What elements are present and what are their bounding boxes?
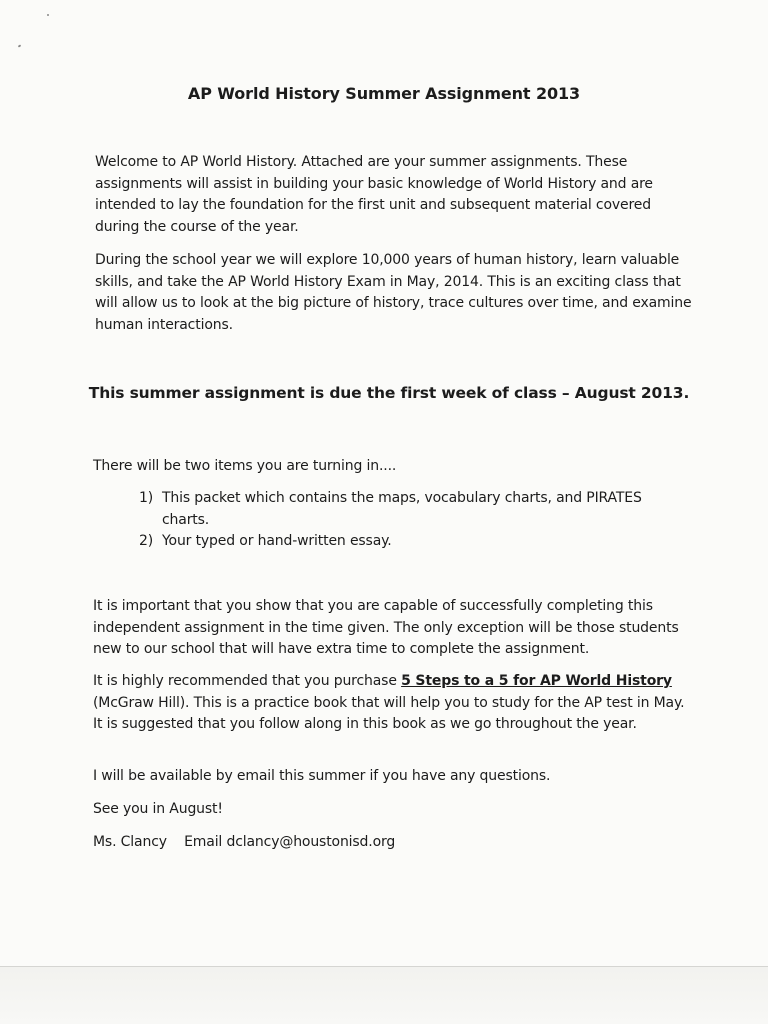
list-item: [139, 488, 679, 531]
scan-speck: [18, 44, 22, 47]
document-title: AP World History Summer Assignment 2013: [187, 84, 581, 103]
book-title: 5 Steps to a 5 for AP World History: [401, 673, 672, 689]
recommendation-paragraph: [93, 671, 693, 736]
list-item-number: 1): [139, 490, 154, 506]
intro-paragraph-2: During the school year we will explore 10,000 years of human history, learn valuable skills, and take the AP World History Exam in May, 2014. This is an exciting class that will allow us to look at the big picture of history, trace cultures over time, and examine human interactions.: [95, 252, 692, 333]
list-item-text: This packet which contains the maps, vocabulary charts, and PIRATES charts.: [162, 490, 642, 528]
recommendation-rest: (McGraw Hill). This is a practice book that will help you to study for the AP test in May. It is suggested that you follow along in this book as we go throughout the year.: [93, 694, 685, 732]
due-notice: This summer assignment is due the first week of class – August 2013.: [88, 384, 690, 402]
scan-speck: [47, 14, 49, 16]
list-item: [139, 531, 679, 553]
scan-bottom-margin: [0, 967, 768, 1024]
signature-email: dclancy@houstonisd.org: [226, 834, 396, 850]
recommendation-lead: It is highly recommended that you purchase: [93, 673, 402, 689]
availability-line: I will be available by email this summer if you have any questions.: [93, 768, 551, 784]
signature-name: Ms. Clancy: [93, 834, 167, 850]
signature-line: [93, 832, 693, 854]
list-item-text: Your typed or hand-written essay.: [162, 533, 392, 549]
list-item-number: 2): [139, 533, 154, 549]
items-list: [139, 488, 679, 553]
closing-line: See you in August!: [93, 801, 223, 817]
intro-paragraph-1: Welcome to AP World History. Attached are your summer assignments. These assignments will assist in building your basic knowledge of World History and are intended to lay the foundation for the first unit and subsequent material covered during the course of the year.: [95, 154, 653, 235]
importance-paragraph: It is important that you show that you are capable of successfully completing this independent assignment in the time given. The only exception will be those students new to our school that will have extra time to complete the assignment.: [93, 598, 679, 657]
signature-email-label: Email: [184, 834, 223, 850]
items-intro: There will be two items you are turning in....: [93, 458, 397, 474]
